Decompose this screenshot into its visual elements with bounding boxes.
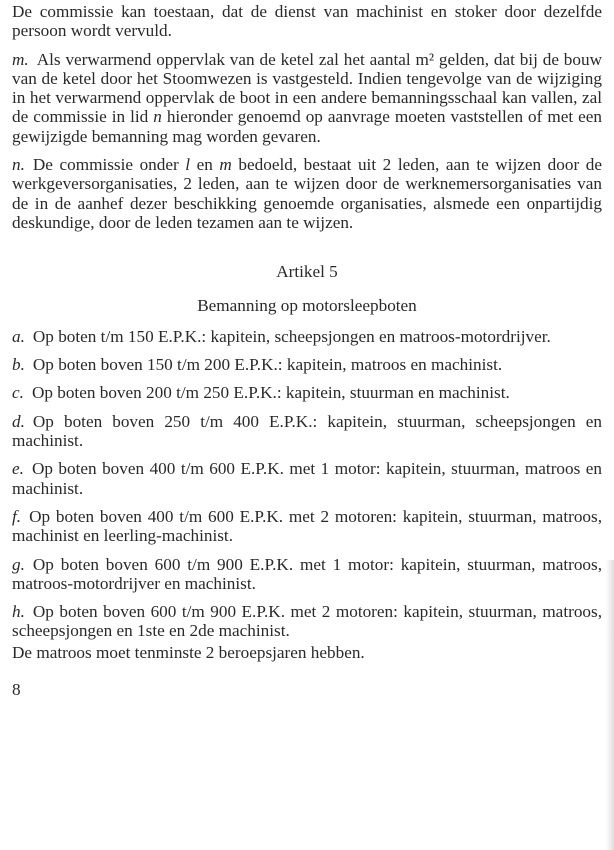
item-label: d.: [12, 411, 25, 431]
paragraph-label: n.: [12, 155, 25, 175]
paragraph-text: Als verwarmend oppervlak van de ketel zal het aantal m² gelden, dat bij de bouw van de ketel door het Stoomwezen is vastgesteld. Indien tengevolge van de wijziging in het verwarmend oppervlak de boot in een andere bemanningsschaal kan vallen, zal de commissie in lid: [12, 49, 602, 127]
article-subtitle: Bemanning op motorsleepboten: [197, 295, 417, 315]
paragraph-reference: n: [153, 107, 162, 127]
item-label: g.: [12, 554, 25, 574]
item-text: Op boten boven 150 t/m 200 E.P.K.: kapitein, matroos en machinist.: [32, 355, 503, 375]
item-text: Op boten boven 400 t/m 600 E.P.K. met 1 motor: kapitein, stuurman, matroos en machinist.: [12, 459, 602, 498]
list-item: [12, 555, 602, 594]
paragraph-reference: m: [219, 155, 232, 175]
paragraph-reference: l: [185, 155, 191, 175]
item-label: a.: [12, 326, 25, 346]
item-text: Op boten boven 200 t/m 250 E.P.K.: kapitein, stuurman en machinist.: [31, 383, 510, 403]
document-page: [12, 2, 602, 708]
item-text: Op boten boven 400 t/m 600 E.P.K. met 2 motoren: kapitein, stuurman, matroos, machinist en leerling-machinist.: [12, 506, 602, 546]
item-label: f.: [12, 506, 22, 526]
list-item: [12, 412, 602, 451]
item-label: b.: [12, 355, 25, 375]
list-item: [12, 459, 602, 498]
paragraph-m: [12, 50, 602, 146]
closing-sentence: De matroos moet tenminste 2 beroepsjaren hebben.: [12, 642, 365, 662]
item-text: Op boten boven 250 t/m 400 E.P.K.: kapitein, stuurman, scheepsjongen en machinist.: [12, 411, 602, 451]
item-text: Op boten boven 600 t/m 900 E.P.K. met 1 motor: kapitein, stuurman, matroos, matroos-motordrijver en machinist.: [12, 554, 602, 593]
page-number: 8: [12, 680, 21, 700]
item-text: Op boten boven 600 t/m 900 E.P.K. met 2 motoren: kapitein, stuurman, matroos, scheepsjongen en 1ste en 2de machinist.: [12, 602, 602, 641]
paragraph-text: en: [190, 155, 220, 175]
item-label: h.: [12, 602, 25, 622]
list-item: [12, 383, 602, 402]
list-item: [12, 355, 602, 374]
list-item: [12, 507, 602, 546]
item-text: Op boten t/m 150 E.P.K.: kapitein, scheepsjongen en matroos-motordrijver.: [32, 326, 551, 346]
list-item: [12, 602, 602, 641]
paragraph-text: De commissie onder: [32, 155, 186, 175]
paragraph-n: [12, 155, 602, 232]
paragraph-label: m.: [12, 49, 29, 69]
list-item: [12, 327, 602, 346]
paragraph-text: bedoeld, bestaat uit 2 leden, aan te wijzen door de werkgeversorganisaties, 2 leden, aan te wijzen door de werknemersorganisaties van de in de aanhef dezer beschikking genoemde organisaties, alsmede een onpartijdig deskundige, door de leden tezamen aan te wijzen.: [12, 155, 602, 232]
paragraph-text: hieronder genoemd op aanvrage moeten vaststellen of met een gewijzigde bemanning mag worden gevaren.: [12, 107, 602, 146]
item-label: c.: [12, 383, 24, 403]
page-edge-shadow: [606, 560, 614, 850]
intro-paragraph: De commissie kan toestaan, dat de dienst van machinist en stoker door dezelfde persoon wordt vervuld.: [12, 2, 602, 41]
article-title: Artikel 5: [276, 262, 338, 282]
item-label: e.: [12, 459, 24, 479]
